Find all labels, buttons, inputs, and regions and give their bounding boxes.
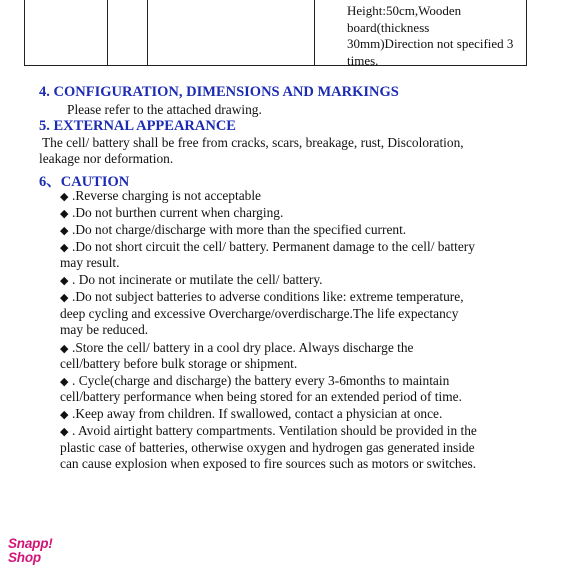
- caution-item: [60, 205, 283, 221]
- section-5-heading: 5. EXTERNAL APPEARANCE: [39, 118, 236, 134]
- caution-text: .Do not short circuit the cell/ battery. Permanent damage to the cell/ battery: [72, 239, 475, 254]
- spec-table-fragment: [24, 0, 527, 66]
- caution-text-continued: cell/battery performance when being stored for an extended period of time.: [60, 389, 462, 404]
- caution-text: . Cycle(charge and discharge) the battery every 3-6months to maintain: [72, 373, 450, 388]
- diamond-bullet-icon: ◆: [60, 242, 69, 254]
- caution-text-continued: plastic case of batteries, otherwise oxygen and hydrogen gas generated inside: [60, 440, 475, 455]
- caution-text-continued: can cause explosion when exposed to fire sources such as motors or switches.: [60, 456, 477, 471]
- caution-text: . Do not incinerate or mutilate the cell/ battery.: [72, 272, 323, 287]
- diamond-bullet-icon: ◆: [60, 409, 69, 421]
- caution-text: .Do not subject batteries to adverse conditions like: extreme temperature,: [72, 289, 464, 304]
- caution-text-continued: may be reduced.: [60, 322, 149, 337]
- diamond-bullet-icon: ◆: [60, 208, 69, 220]
- table-cell-line: 30mm)Direction not specified 3: [347, 36, 514, 51]
- caution-item: [60, 222, 406, 238]
- section-5-line: The cell/ battery shall be free from cracks, scars, breakage, rust, Discoloration,: [42, 135, 464, 150]
- section-6-heading: 6、CAUTION: [39, 174, 130, 190]
- caution-text: .Reverse charging is not acceptable: [72, 188, 262, 203]
- caution-item: [60, 239, 475, 255]
- caution-text: .Store the cell/ battery in a cool dry place. Always discharge the: [72, 340, 414, 355]
- diamond-bullet-icon: ◆: [60, 225, 69, 237]
- caution-item: [60, 289, 464, 305]
- diamond-bullet-icon: ◆: [60, 343, 69, 355]
- caution-item: [60, 423, 477, 439]
- caution-item: [60, 188, 261, 204]
- caution-text: .Do not burthen current when charging.: [72, 205, 284, 220]
- table-divider: [107, 0, 108, 65]
- diamond-bullet-icon: ◆: [60, 376, 69, 388]
- caution-item: [60, 272, 323, 288]
- diamond-bullet-icon: ◆: [60, 275, 69, 287]
- logo-line: Snapp!: [8, 536, 53, 551]
- logo-line: Shop: [8, 550, 41, 565]
- caution-text-continued: cell/battery before bulk storage or shipment.: [60, 356, 298, 371]
- caution-text: .Do not charge/discharge with more than the specified current.: [72, 222, 407, 237]
- diamond-bullet-icon: ◆: [60, 191, 69, 203]
- diamond-bullet-icon: ◆: [60, 292, 69, 304]
- caution-item: [60, 406, 442, 422]
- section-4-text: Please refer to the attached drawing.: [67, 102, 262, 117]
- snappshop-watermark-logo: [8, 537, 68, 565]
- table-divider: [147, 0, 148, 65]
- table-cell-test-condition: [347, 3, 533, 69]
- diamond-bullet-icon: ◆: [60, 426, 69, 438]
- caution-text-continued: deep cycling and excessive Overcharge/overdischarge.The life expectancy: [60, 306, 459, 321]
- table-cell-line: Height:50cm,Wooden: [347, 3, 462, 18]
- section-5-line: leakage nor deformation.: [39, 151, 174, 166]
- caution-item: [60, 373, 449, 389]
- section-4-heading: 4. CONFIGURATION, DIMENSIONS AND MARKINGS: [39, 84, 399, 100]
- caution-text: . Avoid airtight battery compartments. Ventilation should be provided in the: [72, 423, 477, 438]
- caution-text: .Keep away from children. If swallowed, contact a physician at once.: [72, 406, 443, 421]
- caution-item: [60, 340, 413, 356]
- table-divider: [314, 0, 315, 65]
- table-cell-line: board(thickness: [347, 19, 430, 35]
- table-cell-line: times.: [347, 52, 379, 68]
- caution-text-continued: may result.: [60, 255, 120, 270]
